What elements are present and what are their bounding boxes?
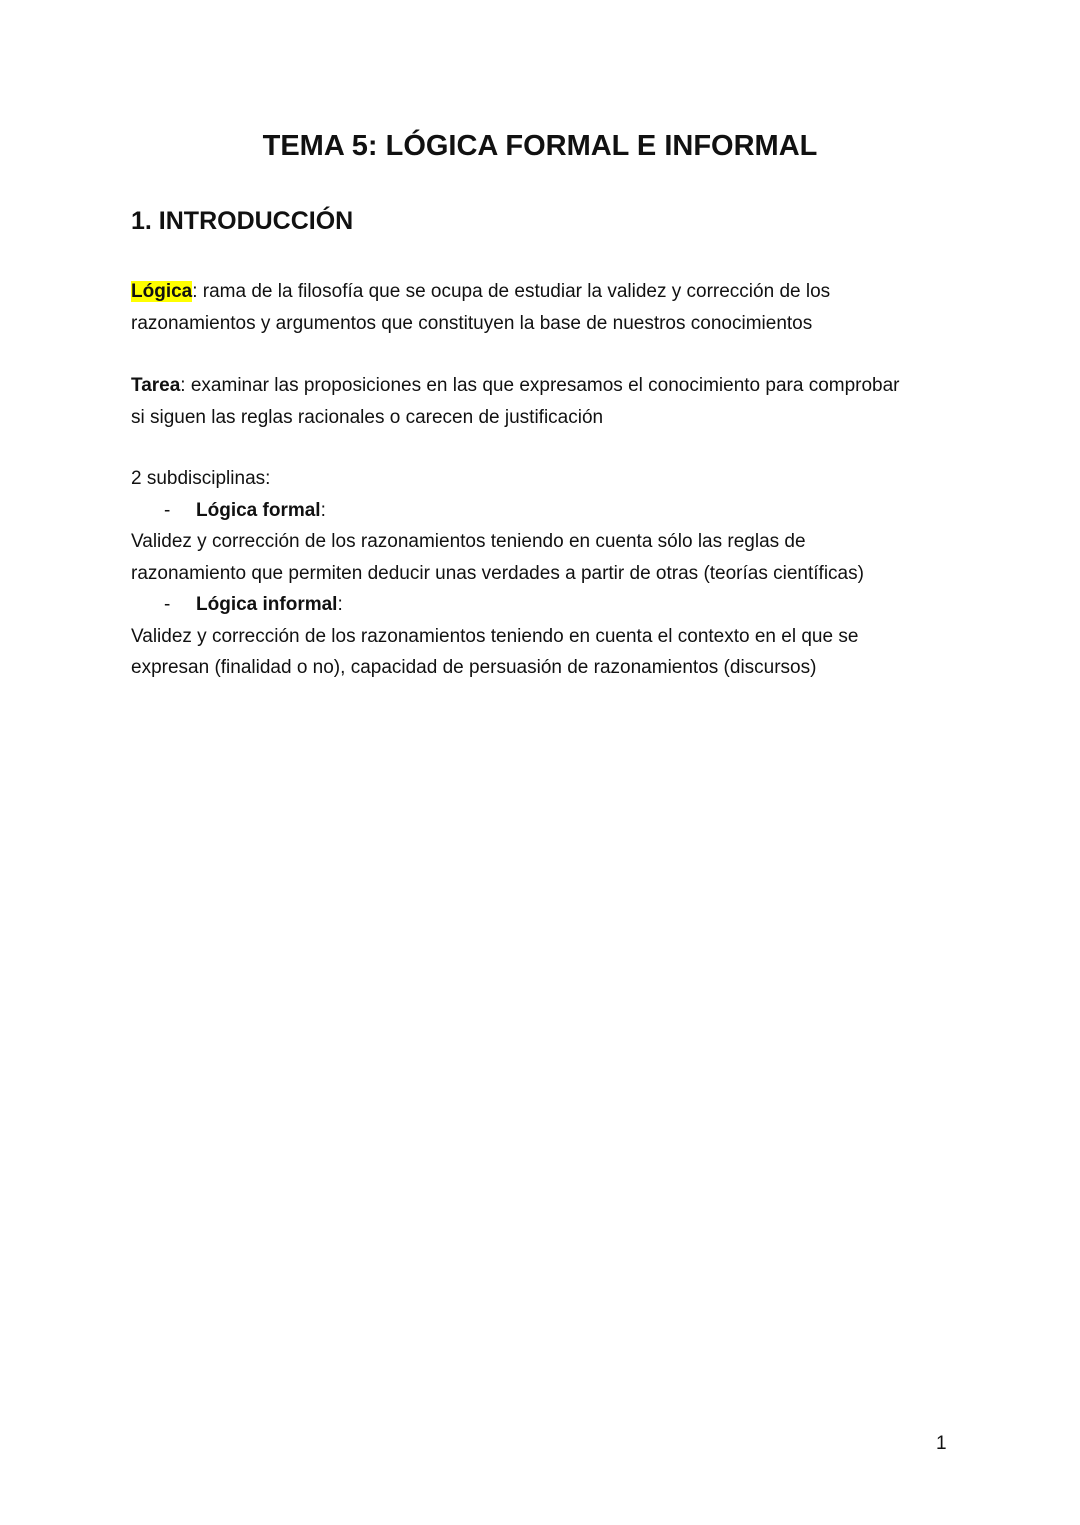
logica-formal-term: Lógica formal (196, 499, 321, 521)
logica-definition (131, 276, 951, 339)
tarea-definition-line-1 (131, 370, 951, 402)
logica-definition-line-1 (131, 276, 951, 308)
bullet-logica-informal (131, 589, 951, 621)
page-number: 1 (936, 1433, 947, 1454)
logica-definition-line-2: razonamientos y argumentos que constituyen la base de nuestros conocimientos (131, 312, 813, 334)
colon: : (337, 594, 343, 615)
subdisciplines-intro: 2 subdisciplinas: (131, 468, 271, 489)
subdisciplines-block (131, 463, 951, 684)
bullet-logica-formal (131, 495, 951, 527)
logica-informal-term: Lógica informal (196, 594, 338, 615)
logica-term-highlighted: Lógica (131, 281, 193, 302)
document-title: TEMA 5: LÓGICA FORMAL E INFORMAL (262, 130, 818, 162)
section-heading: 1. INTRODUCCIÓN (131, 207, 354, 235)
colon: : (320, 499, 326, 521)
logica-informal-desc-line-2: expresan (finalidad o no), capacidad de persuasión de razonamientos (discursos) (131, 657, 817, 678)
logica-formal-desc-line-2: razonamiento que permiten deducir unas verdades a partir de otras (teorías científicas) (131, 562, 864, 584)
dash-bullet: - (164, 499, 171, 521)
dash-bullet: - (164, 594, 171, 615)
tarea-definition-text: : examinar las proposiciones en las que expresamos el conocimiento para comprobar (180, 375, 900, 396)
logica-formal-desc-line-1: Validez y corrección de los razonamientos teniendo en cuenta sólo las reglas de (131, 531, 806, 552)
tarea-term: Tarea (131, 375, 181, 396)
tarea-definition-line-2: si siguen las reglas racionales o carecen de justificación (131, 406, 604, 428)
tarea-definition (131, 370, 951, 433)
logica-definition-text: : rama de la filosofía que se ocupa de estudiar la validez y corrección de los (192, 281, 831, 302)
logica-informal-desc-line-1: Validez y corrección de los razonamientos teniendo en cuenta el contexto en el que se (131, 625, 859, 647)
